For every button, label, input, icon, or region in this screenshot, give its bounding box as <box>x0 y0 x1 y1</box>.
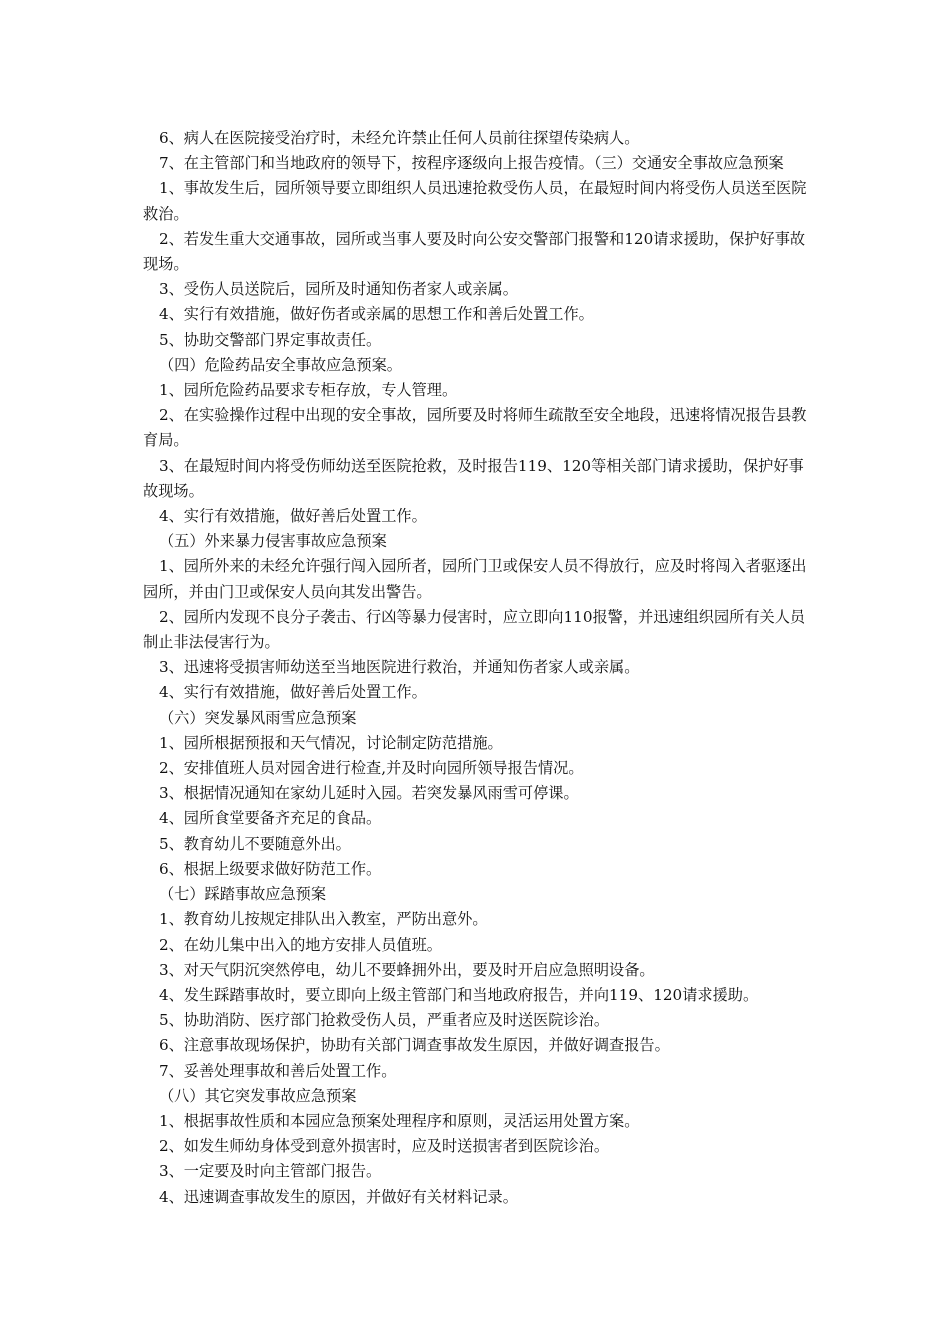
paragraph: 5、协助交警部门界定事故责任。 <box>158 330 382 349</box>
section-heading: （四）危险药品安全事故应急预案。 <box>158 355 402 374</box>
paragraph: 4、实行有效措施，做好善后处置工作。 <box>158 683 427 702</box>
paragraph: 1、教育幼儿按规定排队出入教室，严防出意外。 <box>158 910 488 929</box>
paragraph: 3、对天气阴沉突然停电，幼儿不要蜂拥外出，要及时开启应急照明设备。 <box>158 960 655 979</box>
paragraph: 5、教育幼儿不要随意外出。 <box>158 834 351 853</box>
section-heading: （六）突发暴风雨雪应急预案 <box>158 708 357 727</box>
paragraph: 3、一定要及时向主管部门报告。 <box>158 1162 382 1181</box>
paragraph: 2、若发生重大交通事故，园所或当事人要及时向公安交警部门报警和120请求援助，保护好事故现场。 <box>143 229 806 274</box>
paragraph: 4、发生踩踏事故时，要立即向上级主管部门和当地政府报告，并向119、120请求援助。 <box>158 985 759 1004</box>
paragraph: 7、在主管部门和当地政府的领导下，按程序逐级向上报告疫情。（三）交通安全事故应急预案 <box>158 154 784 173</box>
paragraph: 3、迅速将受损害师幼送至当地医院进行救治，并通知伤者家人或亲属。 <box>158 658 640 677</box>
paragraph: 4、园所食堂要备齐充足的食品。 <box>158 809 382 828</box>
paragraph: 2、安排值班人员对园舍进行检查,并及时向园所领导报告情况。 <box>158 759 584 778</box>
paragraph: 1、园所根据预报和天气情况，讨论制定防范措施。 <box>158 733 503 752</box>
paragraph: 3、在最短时间内将受伤师幼送至医院抢救，及时报告119、120等相关部门请求援助，保护好事故现场。 <box>143 456 804 500</box>
paragraph: 6、病人在医院接受治疗时，未经允许禁止任何人员前往探望传染病人。 <box>158 129 640 147</box>
section-heading: （八）其它突发事故应急预案 <box>158 1086 357 1105</box>
paragraph: 4、实行有效措施，做好伤者或亲属的思想工作和善后处置工作。 <box>158 305 594 324</box>
paragraph: 1、事故发生后，园所领导要立即组织人员迅速抢救受伤人员，在最短时间内将受伤人员送至医院救治。 <box>143 179 807 223</box>
section-heading: （七）踩踏事故应急预案 <box>158 885 327 904</box>
paragraph: 3、受伤人员送院后，园所及时通知伤者家人或亲属。 <box>158 280 518 299</box>
paragraph: 5、协助消防、医疗部门抢救受伤人员，严重者应及时送医院诊治。 <box>158 1011 610 1030</box>
paragraph: 1、园所外来的未经允许强行闯入园所者，园所门卫或保安人员不得放行，应及时将闯入者驱逐出园所，并由门卫或保安人员向其发出警告。 <box>143 557 807 601</box>
paragraph: 6、根据上级要求做好防范工作。 <box>158 859 382 878</box>
paragraph: 2、园所内发现不良分子袭击、行凶等暴力侵害时，应立即向110报警，并迅速组织园所有关人员制止非法侵害行为。 <box>143 607 806 652</box>
document-body <box>143 126 809 1210</box>
paragraph: 2、如发生师幼身体受到意外损害时，应及时送损害者到医院诊治。 <box>158 1137 610 1156</box>
paragraph: 6、注意事故现场保护，协助有关部门调查事故发生原因，并做好调查报告。 <box>158 1036 670 1055</box>
paragraph: 2、在幼儿集中出入的地方安排人员值班。 <box>158 935 442 954</box>
paragraph: 1、根据事故性质和本园应急预案处理程序和原则，灵活运用处置方案。 <box>158 1111 640 1130</box>
section-heading: （五）外来暴力侵害事故应急预案 <box>158 532 387 551</box>
paragraph: 3、根据情况通知在家幼儿延时入园。若突发暴风雨雪可停课。 <box>158 784 579 803</box>
paragraph: 1、园所危险药品要求专柜存放，专人管理。 <box>158 381 458 400</box>
paragraph: 7、妥善处理事故和善后处置工作。 <box>158 1061 397 1080</box>
paragraph: 2、在实验操作过程中出现的安全事故，园所要及时将师生疏散至安全地段，迅速将情况报告县教育局。 <box>143 406 807 450</box>
paragraph: 4、迅速调查事故发生的原因，并做好有关材料记录。 <box>158 1187 518 1206</box>
paragraph: 4、实行有效措施，做好善后处置工作。 <box>158 507 427 526</box>
